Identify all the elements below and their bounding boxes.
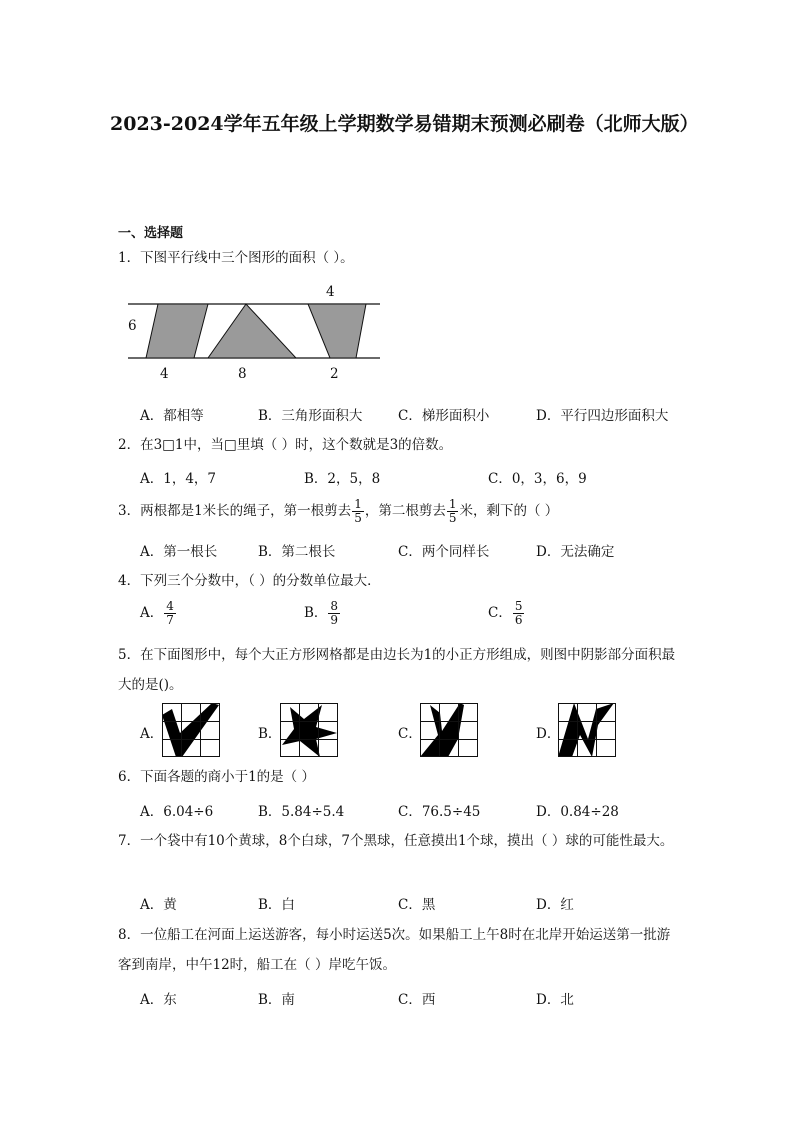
parallelogram-shape bbox=[146, 304, 208, 358]
label-base-2: 8 bbox=[238, 366, 247, 382]
label-height: 6 bbox=[128, 318, 137, 334]
q1-option-a[interactable]: A．都相等 bbox=[140, 408, 204, 424]
q5-option-a[interactable]: A． bbox=[140, 726, 164, 742]
question-7: 7．一个袋中有10个黄球，8个白球，7个黑球，任意摸出1个球，摸出（ ）球的可能性最大。 bbox=[118, 833, 674, 849]
q7-option-c[interactable]: C．黑 bbox=[398, 897, 436, 913]
fraction: $\frac{1}{5}$ bbox=[448, 497, 457, 525]
parallel-lines-figure bbox=[124, 300, 384, 362]
label-base-1: 4 bbox=[160, 366, 169, 382]
q7-option-d[interactable]: D．红 bbox=[536, 897, 574, 913]
q5-option-d[interactable]: D． bbox=[536, 726, 561, 742]
q6-option-c[interactable]: C．76.5÷45 bbox=[398, 804, 481, 820]
q1-option-d[interactable]: D．平行四边形面积大 bbox=[536, 408, 669, 424]
grid-shape-a bbox=[162, 703, 220, 757]
q3-text-post: 米，剩下的（ ） bbox=[459, 503, 559, 519]
question-6: 6．下面各题的商小于1的是（ ） bbox=[118, 769, 315, 785]
q1-option-c[interactable]: C．梯形面积小 bbox=[398, 408, 490, 424]
q8-option-b[interactable]: B．南 bbox=[258, 992, 295, 1008]
q3-option-a[interactable]: A．第一根长 bbox=[140, 544, 218, 560]
q5-option-b[interactable]: B． bbox=[258, 726, 282, 742]
label-base-3: 2 bbox=[330, 366, 339, 382]
trapezoid-shape bbox=[308, 304, 366, 358]
question-1: 1．下图平行线中三个图形的面积（ ）。 bbox=[118, 250, 354, 266]
q4-option-c[interactable]: C． $\frac{5}{6}$ bbox=[488, 599, 523, 627]
q3-option-c[interactable]: C．两个同样长 bbox=[398, 544, 490, 560]
question-5: 5．在下面图形中，每个大正方形网格都是由边长为1的小正方形组成，则图中阴影部分面积最大的是()。 bbox=[118, 647, 676, 693]
question-4: 4．下列三个分数中，（ ）的分数单位最大． bbox=[118, 573, 381, 589]
grid-shape-b bbox=[280, 703, 338, 757]
q3-text-pre: 3．两根都是1米长的绳子，第一根剪去 bbox=[118, 503, 352, 519]
q6-option-d[interactable]: D．0.84÷28 bbox=[536, 804, 619, 820]
section-heading: 一、选择题 bbox=[118, 226, 184, 241]
triangle-shape bbox=[208, 304, 296, 358]
q6-option-b[interactable]: B．5.84÷5.4 bbox=[258, 804, 345, 820]
q3-text-mid: ，第二根剪去 bbox=[364, 503, 446, 519]
q4-option-b[interactable]: B． $\frac{8}{9}$ bbox=[304, 599, 339, 627]
q7-option-b[interactable]: B．白 bbox=[258, 897, 295, 913]
q2-option-b[interactable]: B．2，5，8 bbox=[304, 471, 381, 487]
question-2: 2．在3□1中，当□里填（ ）时，这个数就是3的倍数。 bbox=[118, 437, 453, 453]
q2-option-c[interactable]: C．0，3，6，9 bbox=[488, 471, 587, 487]
q5-option-c[interactable]: C． bbox=[398, 726, 422, 742]
q3-option-d[interactable]: D．无法确定 bbox=[536, 544, 615, 560]
q8-option-a[interactable]: A．东 bbox=[140, 992, 177, 1008]
question-8: 8．一位船工在河面上运送游客，每小时运送5次。如果船工上午8时在北岸开始运送第一批游客到南岸，中午12时，船工在（ ）岸吃午饭。 bbox=[118, 927, 671, 973]
q3-option-b[interactable]: B．第二根长 bbox=[258, 544, 336, 560]
q2-option-a[interactable]: A．1，4，7 bbox=[140, 471, 217, 487]
q4-option-a[interactable]: A． $\frac{4}{7}$ bbox=[140, 599, 174, 627]
q8-option-d[interactable]: D．北 bbox=[536, 992, 574, 1008]
grid-shape-c bbox=[420, 703, 478, 757]
fraction: $\frac{1}{5}$ bbox=[354, 497, 362, 525]
q6-option-a[interactable]: A．6.04÷6 bbox=[140, 804, 214, 820]
label-top: 4 bbox=[326, 284, 335, 300]
q1-option-b[interactable]: B．三角形面积大 bbox=[258, 408, 363, 424]
page-title: 2023-2024学年五年级上学期数学易错期末预测必刷卷（北师大版） bbox=[110, 113, 699, 135]
question-3 bbox=[118, 496, 558, 526]
q7-option-a[interactable]: A．黄 bbox=[140, 897, 177, 913]
q8-option-c[interactable]: C．西 bbox=[398, 992, 436, 1008]
grid-shape-d bbox=[558, 703, 616, 757]
